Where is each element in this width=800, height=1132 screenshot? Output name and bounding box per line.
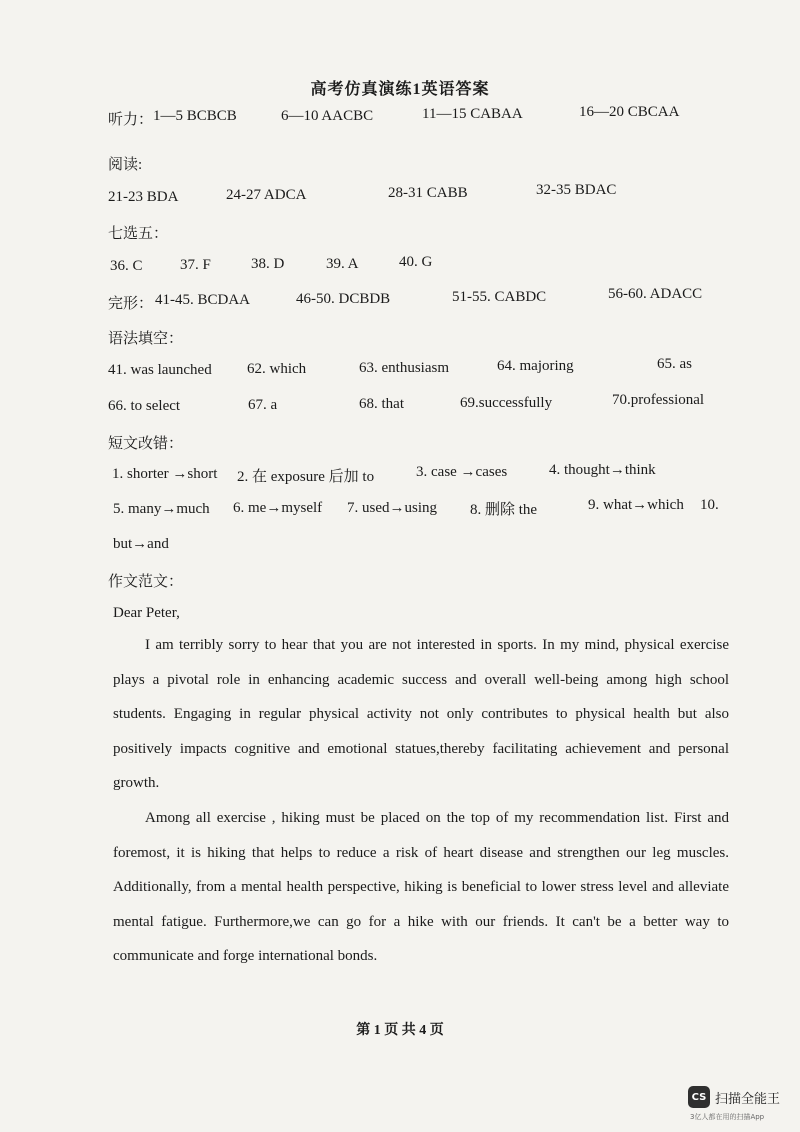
- cloze-answer: 41-45. BCDAA: [155, 292, 251, 308]
- grammar-answer: 68. that: [359, 396, 404, 412]
- correction-item: 7. used→using: [347, 500, 437, 516]
- seven-choose-five-answer: 36. C: [110, 258, 143, 274]
- grammar-answer: 63. enthusiasm: [359, 360, 449, 376]
- reading-answer: 32-35 BDAC: [536, 182, 617, 198]
- grammar-answer: 67. a: [248, 397, 278, 413]
- correction-item: 1. shorter →short: [112, 466, 218, 482]
- listening-answer: 16—20 CBCAA: [579, 104, 680, 120]
- correction-item: 10.: [700, 497, 719, 513]
- essay-paragraph: [113, 628, 729, 801]
- grammar-answer: 64. majoring: [497, 358, 574, 374]
- essay-paragraph: [113, 801, 729, 974]
- page-title: 高考仿真演练1英语答案: [310, 81, 490, 98]
- listening-answer: 1—5 BCBCB: [153, 108, 237, 124]
- grammar-answer: 66. to select: [108, 398, 181, 414]
- listening-answer: 6—10 AACBC: [281, 108, 374, 124]
- correction-item: 4. thought→think: [549, 462, 656, 478]
- seven-choose-five-label: 七选五：: [108, 226, 169, 242]
- scanner-badge: [688, 1086, 780, 1108]
- scanner-subtitle: 3亿人都在用的扫描App: [690, 1113, 765, 1121]
- reading-answer: 28-31 CABB: [388, 185, 468, 201]
- correction-item: 2. 在 exposure 后加 to: [237, 469, 375, 485]
- reading-answer: 21-23 BDA: [108, 189, 179, 205]
- grammar-answer: 70.professional: [612, 392, 705, 408]
- grammar-label: 语法填空：: [108, 331, 184, 347]
- grammar-answer: 62. which: [247, 361, 307, 377]
- cloze-answer: 46-50. DCBDB: [296, 291, 391, 307]
- correction-item: 3. case →cases: [416, 464, 508, 480]
- correction-item: 6. me→myself: [233, 500, 323, 516]
- correction-item: 9. what→which: [588, 497, 684, 513]
- correction-item: 8. 删除 the: [470, 502, 538, 518]
- cloze-label: 完形：: [108, 296, 154, 312]
- page-footer: 第 1 页 共 4 页: [356, 1023, 444, 1038]
- seven-choose-five-answer: 37. F: [180, 257, 211, 273]
- reading-label: 阅读:: [108, 157, 143, 173]
- camscanner-icon: CS: [688, 1086, 710, 1108]
- scanner-name: 扫描全能王: [715, 1091, 781, 1107]
- reading-answer: 24-27 ADCA: [226, 187, 307, 203]
- seven-choose-five-answer: 40. G: [399, 254, 433, 270]
- essay-paragraph-1: I am terribly sorry to hear that you are not interested in sports. In my mind, physical exercise plays a pivotal role in enhancing academic success and overall well-being among high school students. Engaging in regular physical activity not only contributes to physical health but also positively impacts cognitive and emotional statues,thereby facilitating achievement and personal growth.: [113, 637, 729, 791]
- seven-choose-five-answer: 39. A: [326, 256, 359, 272]
- correction-item: 5. many→much: [113, 501, 210, 517]
- grammar-answer: 69.successfully: [460, 395, 553, 411]
- cloze-answer: 51-55. CABDC: [452, 289, 547, 305]
- essay-label: 作文范文：: [108, 574, 184, 590]
- grammar-answer: 41. was launched: [108, 362, 212, 378]
- cloze-answer: 56-60. ADACC: [608, 286, 703, 302]
- essay-paragraph-2: Among all exercise , hiking must be placed on the top of my recommendation list. First and foremost, it is hiking that helps to reduce a risk of heart disease and strengthen our leg muscles. Additionally, from a mental health perspective, hiking is beneficial to lower stress level and alleviate mental fatigue. Furthermore,we can go for a hike with our friends. It can't be a better way to communicate and forge international bonds.: [113, 810, 729, 964]
- listening-label: 听力：: [108, 112, 154, 128]
- seven-choose-five-answer: 38. D: [251, 256, 285, 272]
- listening-answer: 11—15 CABAA: [422, 106, 523, 122]
- correction-item: but→and: [113, 536, 169, 552]
- grammar-answer: 65. as: [657, 356, 692, 372]
- error-correction-label: 短文改错：: [108, 436, 184, 452]
- essay-salutation: Dear Peter,: [113, 605, 180, 621]
